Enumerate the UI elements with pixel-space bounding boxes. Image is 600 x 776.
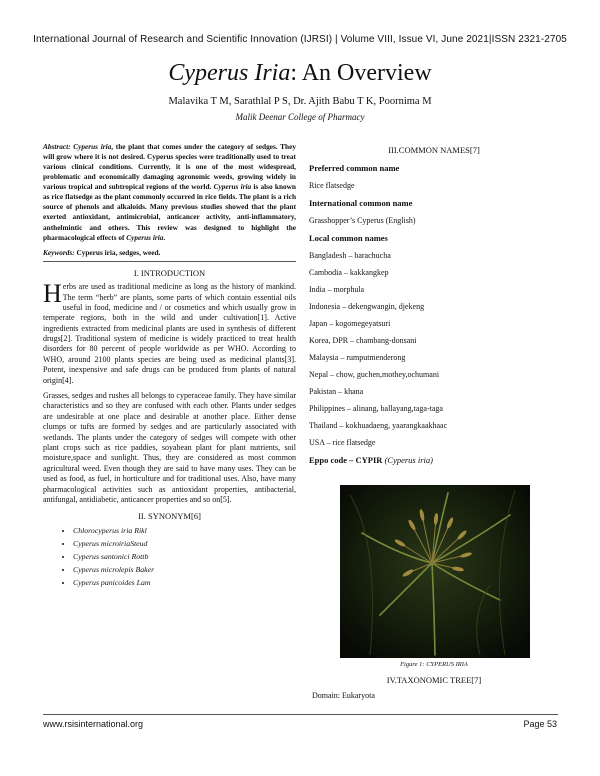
preferred-name-label: Preferred common name	[309, 163, 400, 173]
eppo-species: (Cyperus iria)	[384, 455, 433, 465]
page-number: Page 53	[523, 719, 557, 729]
journal-header: International Journal of Research and Scientific Innovation (IJRSI) | Volume VIII, Issue VI, June 2021|ISSN 2321-2705	[33, 34, 567, 45]
local-name: Korea, DPR – chambang-donsani	[309, 336, 417, 345]
eppo-label: Eppo code – CYPIR	[309, 455, 383, 465]
taxonomic-heading: IV.TAXONOMIC TREE[7]	[386, 675, 482, 685]
plant-illustration	[340, 485, 530, 658]
abstract-text-2: is also known as rice flatsedge as the plant commonly occurred in rice fields. The plant is a rich source of phenols and alkaloids. Many previous studies showed that the plant exerted antioxidant, antimicrobial, anticancer activity, anti-inflammatory, anthelmintic and others. This review was designed to highlight the pharmacological effects of	[43, 182, 296, 242]
eppo-code	[309, 455, 559, 465]
local-name: Philippines – alinang, ballayang,taga-taga	[309, 404, 443, 413]
synonym-item: • Cyperus microlepis Baker	[73, 564, 296, 577]
intro-text-1: erbs are used as traditional medicine as long as the history of mankind. The term “herb” are plants, some parts of which contain essential oils useful in food, medicine and / or cosmetics and which usually grow in temperate regions, both in the wild and under cultivation[1]. Active ingredients extracted from medicinal plants are used in synthesis of different drugs[2]. Traditional system of medicine is widely practiced to treat health disorders for 80 percent of people worldwide as per WHO. According to WHO, around 2100 plants species are being used as medicinal plants[3]. Potent, inexpensive and safe drugs can be produced from plants of natural origin[4].	[43, 282, 296, 385]
abstract-species: Cyperus iria	[73, 142, 112, 151]
local-name: India – morphula	[309, 285, 365, 294]
keywords-divider	[43, 261, 296, 262]
preferred-name: Rice flatsedge	[309, 181, 355, 190]
local-name: Bangladesh – barachucha	[309, 251, 391, 260]
footer-divider	[43, 714, 558, 715]
intro-heading: I. INTRODUCTION	[133, 268, 206, 279]
synonym-item: • Cyperus panicoides Lam	[73, 577, 296, 590]
local-names-label: Local common names	[309, 233, 388, 243]
intro-paragraph-2: Grasses, sedges and rushes all belongs to cyperaceae family. They have similar characteristics and so they are confused with each other. Plants under sedges are undesirable at one place and desirable at another place. Either dense clumps or tufts are formed by sedges and are particularly associated with wetlands. The plants under the category of sedges will compete with other plant crops such as rice paddies, soyabean plant for plant nutrients, soil moisture,space and sunlight. Thus, they are considered as most common agricultural weed. Even though they are said to have many uses. They can be used as food, as fuel, in horticulture and for traditional uses. Also, have many pharmacological activities such as antioxidant properties, antibacterial, antifungal, antidiabetic, anticancer properties and so on[5].	[43, 391, 296, 504]
abstract-end: .	[163, 232, 166, 242]
common-names-heading: III.COMMON NAMES[7]	[388, 145, 480, 155]
domain-line: Domain: Eukaryota	[312, 691, 375, 700]
keywords-text: Cyperus iria, sedges, weed.	[74, 247, 161, 257]
abstract-species-3: Cyperus iria	[126, 232, 164, 242]
abstract	[43, 142, 296, 243]
keywords	[43, 248, 296, 257]
local-name: Indonesia – dekengwangin, djekeng	[309, 302, 425, 311]
synonym-heading: II. SYNONYM[6]	[138, 511, 201, 522]
right-column	[309, 142, 559, 465]
international-name: Grasshopper’s Cyperus (English)	[309, 216, 416, 225]
synonym-item: • Chlorocyperus iria Rikl	[73, 525, 296, 538]
affiliation: Malik Deenar College of Pharmacy	[235, 112, 365, 122]
local-name: Malaysia – rumputmenderong	[309, 353, 406, 362]
authors: Malavika T M, Sarathlal P S, Dr. Ajith Babu T K, Poornima M	[168, 96, 432, 107]
footer-url[interactable]: www.rsisinternational.org	[43, 719, 144, 729]
synonym-list	[73, 525, 296, 589]
local-name: Nepal – chow, guchen,mothey,ochumani	[309, 370, 440, 379]
local-name: Thailand – kokhuadaeng, yaarangkaakhaac	[309, 421, 448, 430]
paper-title	[0, 60, 600, 87]
abstract-species-2: Cyperus iria	[213, 182, 252, 192]
international-name-label: International common name	[309, 198, 413, 208]
title-species: Cyperus Iria	[168, 60, 291, 86]
intro-paragraph-1	[43, 279, 296, 386]
left-column	[43, 142, 296, 590]
abstract-label: Abstract:	[43, 142, 71, 151]
local-name: Pakistan – khana	[309, 387, 364, 396]
drop-cap: H	[43, 279, 62, 309]
local-name: Cambodia – kakkangkep	[309, 268, 389, 277]
local-name: Japan – kogomegeyatsuri	[309, 319, 391, 328]
synonym-item: • Cyperus microiriaSteud	[73, 538, 296, 551]
keywords-label: Keywords:	[43, 247, 75, 257]
synonym-item: • Cyperus santonici Rottb	[73, 551, 296, 564]
local-name: USA – rice flatsedge	[309, 438, 376, 447]
figure-caption: Figure 1: CYPERUS IRIA	[400, 661, 468, 668]
title-rest: : An Overview	[290, 60, 432, 86]
cyperus-iria-photo	[340, 485, 530, 658]
abstract-text-1: , the plant that comes under the category of sedges. They will grow where it is not desired. Cyperus species were traditionally used to treat various clinical conditions. Currently, it is one of the most widespread, problematic and economically damaging agronomic weeds, growing widely in various tropical and subtropical regions of the world.	[43, 142, 296, 192]
